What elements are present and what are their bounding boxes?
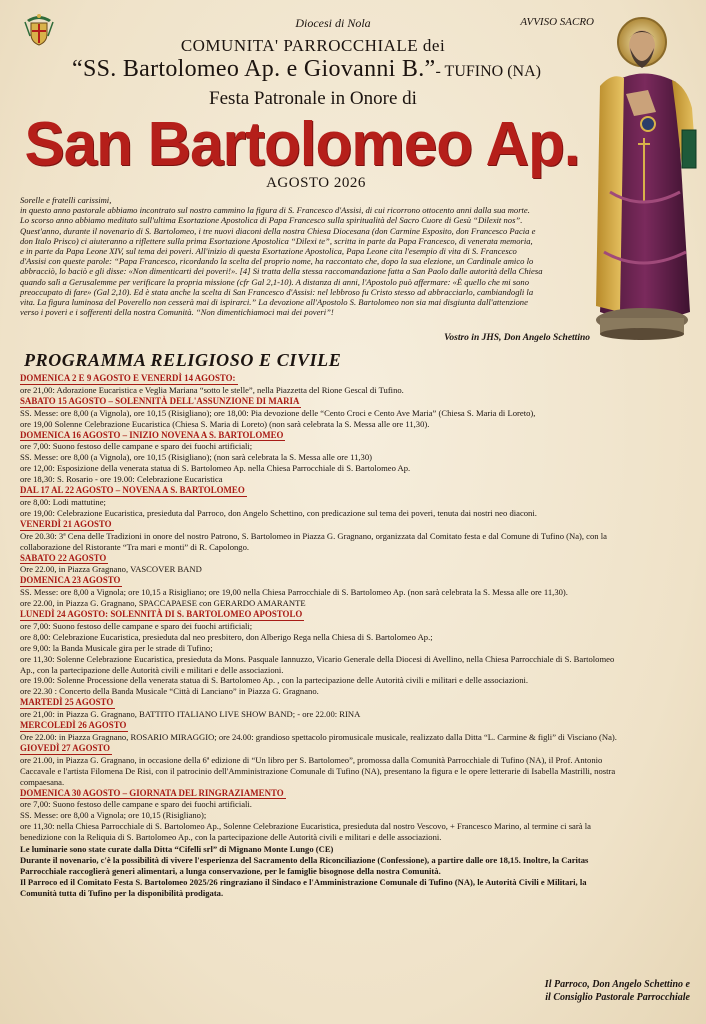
program-line: ore 9,00: la Banda Musicale gira per le strade di Tufino; (20, 642, 213, 653)
program-list (20, 373, 694, 899)
section-heading: VENERDÌ 21 AGOSTO (20, 518, 112, 529)
program-line: ore 22.30 : Concerto della Banda Musicale “Città di Lanciano” in Piazza G. Gragnano. (20, 686, 319, 697)
program-title: PROGRAMMA RELIGIOSO E CIVILE (24, 350, 342, 370)
program-section (20, 788, 694, 844)
program-section (20, 373, 694, 396)
program-line: ore 8,00: Celebrazione Eucaristica, presieduta dal neo presbitero, don Alberigo Rega nella Chiesa di S. Bartolomeo Ap.; (20, 631, 433, 642)
pastoral-letter (20, 195, 592, 317)
community-heading: COMUNITA' PARROCCHIALE dei (180, 36, 446, 55)
program-section (20, 430, 694, 486)
program-line: Ore 20.30: 3ª Cena delle Tradizioni in onore del nostro Patrono, S. Bartolomeo in Piazza G. Gragnano, organizzata dal Comitato festa e dal Comune di Tufino (Na), con la (20, 530, 607, 541)
parish-title: “SS. Bartolomeo Ap. e Giovanni B.” (72, 56, 436, 82)
program-line: Ap., con la partecipazione delle Autorità civili e militari e delle associazioni. (20, 664, 284, 675)
letter-line: quando salì a Gerusalemme per verificare la propria missione (cfr Gal 2,1-10). A distanza di anni, l'Apostolo può affermare: «È quello che mi sono (20, 276, 529, 287)
program-section (20, 396, 694, 430)
program-line: ore 7,00: Suono festoso delle campane e sparo dei fuochi artificiali; (20, 441, 253, 452)
program-line: SS. Messe: ore 8,00 (a Vignola), ore 10,15 (Risigliano); (non sarà celebrata la S. Messa alle ore 11,30) (20, 452, 372, 463)
section-heading: GIOVEDÌ 27 AGOSTO (20, 742, 111, 753)
section-heading: MARTEDÌ 25 AGOSTO (20, 697, 114, 708)
letter-line: in questo anno pastorale abbiamo incontrato sul nostro cammino la figura di S. Francesco d'Assisi, di cui ricorrono ottocento anni dalla sua morte. (20, 205, 530, 216)
program-line: ore 12,00: Esposizione della venerata statua di S. Bartolomeo Ap. nella Chiesa Parrocchiale di S. Bartolomeo Ap. (20, 463, 411, 474)
letter-line: vita. La figura luminosa del Poverello non cesserà mai di ispirarci.” La devozione all'Apostolo S. Bartolomeo non sia mai disgiunta dall'attenzione (20, 297, 528, 308)
section-heading: DOMENICA 23 AGOSTO (20, 575, 121, 586)
program-section (20, 485, 694, 519)
parish-name (72, 56, 541, 83)
section-heading: DAL 17 AL 22 AGOSTO – NOVENA A S. BARTOLOMEO (20, 485, 245, 496)
program-line: benedizione con la Reliquia di S. Bartolomeo Ap., con la partecipazione delle Autorità civili e militari e delle associazioni. (20, 832, 442, 843)
program-line: Ore 22.00: in Piazza Gragnano, ROSARIO MIRAGGIO; ore 24.00: grandioso spettacolo piromusicale musicale, realizzato dalla Ditta “L. Carmine & figli” di Visciano (Na). (20, 732, 617, 742)
program-line: ore 21.00, in Piazza G. Gragnano, in occasione della 6ª edizione di “Un libro per S. Bartolomeo”, promossa dalla Comunità Parrocchiale di Tufino (NA), il Prof. Antonio (20, 754, 603, 765)
section-heading: DOMENICA 16 AGOSTO – INIZIO NOVENA A S. BARTOLOMEO (20, 429, 284, 440)
program-line: ore 19,00: Celebrazione Eucaristica, presieduta dal Parroco, don Angelo Schettino, con predicazione sul tema dei poveri, tenuta dai nostri neo diaconi. (20, 507, 537, 518)
program-line: ore 11,30: nella Chiesa Parrocchiale di S. Bartolomeo Ap., Solenne Celebrazione Eucaristica, presieduta dal nostro Vescovo, + Francesco Marino, al termine ci sarà la (20, 821, 591, 832)
program-section (20, 609, 694, 697)
program-line: ore 7,00: Suono festoso delle campane e sparo dei fuochi artificiali; (20, 620, 253, 631)
program-line: ore 21,00: in Piazza G. Gragnano, BATTITO ITALIANO LIVE SHOW BAND; - ore 22.00: RINA (20, 709, 361, 720)
feast-date: AGOSTO 2026 (266, 175, 366, 191)
saint-title: San Bartolomeo Ap. (24, 110, 580, 179)
program-line: Ore 22.00, in Piazza Gragnano, VASCOVER BAND (20, 564, 202, 575)
saint-statue-image (590, 12, 702, 342)
program-section (20, 720, 694, 743)
program-line: compaesana. (20, 776, 65, 787)
feast-label: Festa Patronale in Onore di (209, 88, 417, 109)
section-heading: SABATO 15 AGOSTO – SOLENNITÀ DELL'ASSUNZIONE DI MARIA (20, 395, 300, 406)
notice-label: AVVISO SACRO (520, 16, 594, 28)
program-line: ore 19,00 Solenne Celebrazione Eucaristica (Chiesa S. Maria di Loreto) (non sarà celebrata la S. Messa alle ore 11,30). (20, 418, 430, 429)
program-line: ore 22.00, in Piazza G. Gragnano, SPACCAPAESE con GERARDO AMARANTE (20, 598, 306, 609)
letter-line: Lo scorso anno abbiamo meditato sull'ultima Esortazione Apostolica di Papa Francesco sulla spiritualità del Sacro Cuore di Gesù “Dilexit nos”. (20, 215, 523, 226)
letter-line: abbracciò, lo baciò e gli disse: «Non dimenticarti dei poveri!». [4] Si tratta della stessa raccomandazione fatta a San Paolo dalle autorità della Chiesa (20, 266, 543, 277)
letter-line: Sorelle e fratelli carissimi, (20, 195, 112, 205)
note-line: Durante il novenario, c'è la possibilità di vivere l'esperienza del Sacramento della Riconciliazione (Confessione), a partire dalle ore 18,15. Inoltre, la Caritas (20, 855, 589, 866)
closing-line-2: il Consiglio Pastorale Parrocchiale (545, 992, 690, 1003)
letter-line: verso i poveri e i sofferenti della nostra Comunità. “Non dimentichiamoci mai dei poveri”! (20, 307, 334, 318)
letter-line: d'Assisi con queste parole: “Papa Francesco, ricordando la scelta del proprio nome, ha raccontato che, dopo la sua elezione, un Cardinale amico lo (20, 256, 534, 267)
letter-line: Quest'anno, durante il novenario di S. Bartolomeo, i tre nuovi diaconi della nostra Chiesa Diocesana (don Carmine Esposito, don Francesco Pacia e (20, 225, 536, 236)
program-line: SS. Messe: ore 8,00 (a Vignola), ore 10,15 (Risigliano); ore 18,00: Pia devozione delle “Cento Croci e Cento Ave Maria” (Chiesa S. Maria di Loreto), (20, 407, 536, 418)
closing-line-1: Il Parroco, Don Angelo Schettino e (544, 979, 690, 990)
section-heading: LUNEDÌ 24 AGOSTO: SOLENNITÀ DI S. BARTOLOMEO APOSTOLO (20, 609, 303, 620)
section-heading: MERCOLEDÌ 26 AGOSTO (20, 720, 127, 731)
program-line: ore 21,00: Adorazione Eucaristica e Veglia Mariana “sotto le stelle”, nella Piazzetta del Rione Gescal di Tufino. (20, 384, 404, 395)
program-section (20, 519, 694, 553)
letter-line: e in parte da Papa Leone XIV, sul tema dei poveri. All'inizio di questa Esortazione Apostolica, Papa Leone cita l'esempio di vita di S. Francesco (20, 246, 517, 257)
note-line: Parrocchiale raccoglierà generi alimentari, a lunga conservazione, per le famiglie bisognose della nostra Comunità. (20, 866, 441, 877)
program-line: SS. Messe: ore 8,00 a Vignola; ore 10,15 a Risigliano; ore 19,00 nella Chiesa Parrocchiale di S. Bartolomeo Ap. (non sarà celebrata la S. Messa alle ore 11,30). (20, 587, 568, 598)
program-line: ore 18,30: S. Rosario - ore 19.00: Celebrazione Eucaristica (20, 474, 223, 485)
program-line: SS. Messe: ore 8,00 a Vignola; ore 10,15 (Risigliano); (20, 810, 207, 821)
program-line: collaborazione del Ristorante “Tra mari e monti” di R. Capolongo. (20, 541, 250, 552)
program-line: ore 8,00: Lodi mattutine; (20, 496, 106, 507)
note-line: Le luminarie sono state curate dalla Ditta “Cifelli srl” di Mignano Monte Lungo (CE) (20, 844, 334, 855)
note-line: Il Parroco ed il Comitato Festa S. Bartolomeo 2025/26 ringraziano il Sindaco e l'Amministrazione Comunale di Tufino (NA), le Autorità Civili e Militari, la (20, 877, 587, 888)
letter-signature: Vostro in JHS, Don Angelo Schettino (444, 333, 590, 343)
letter-line: preoccupato di fare» (Gal 2,10). Ed è stata anche la scelta di San Francesco d'Assisi: nel lebbroso fu Cristo stesso ad abbracciarlo, cambiandogli la (20, 286, 534, 297)
program-line: Caccavale e l'artista Filomena De Risi, con il patrocinio dell'Amministrazione Comunale di Tufino (NA), presentano la figura e le opere letterarie di Isabella Mastrilli, nostra (20, 765, 616, 776)
section-heading: SABATO 22 AGOSTO (20, 552, 107, 563)
diocese-label: Diocesi di Nola (295, 16, 371, 30)
program-section (20, 553, 694, 576)
program-section (20, 743, 694, 788)
program-section (20, 575, 694, 609)
program-section (20, 697, 694, 720)
letter-line: don Italo Prisco) ci aiuteranno a riflettere sulla prima Esortazione Apostolica “Dilexi te”, scritta in parte da Papa Francesco, di venerata memoria, (20, 235, 533, 246)
note-line: Comunità tutta di Tufino per la disponibilità prodigata. (20, 888, 224, 899)
program-line: ore 11,30: Solenne Celebrazione Eucaristica, presieduta da Mons. Pasquale Iannuzzo, Vicario Generale della Diocesi di Avellino, nella Chiesa Parrocchiale di S. Bartolomeo (20, 653, 615, 664)
program-notes (20, 844, 694, 899)
section-heading: DOMENICA 30 AGOSTO – GIORNATA DEL RINGRAZIAMENTO (20, 787, 284, 798)
closing-signature (545, 978, 690, 1004)
program-line: ore 19.00: Solenne Processione della venerata statua di S. Bartolomeo Ap. , con la partecipazione delle Autorità civili e militari e delle associazioni. (20, 675, 529, 686)
program-line: ore 7,00: Suono festoso delle campane e sparo dei fuochi artificiali. (20, 799, 252, 810)
section-heading: DOMENICA 2 E 9 AGOSTO E VENERDÌ 14 AGOSTO: (20, 373, 236, 383)
town-label: - TUFINO (NA) (435, 63, 541, 80)
